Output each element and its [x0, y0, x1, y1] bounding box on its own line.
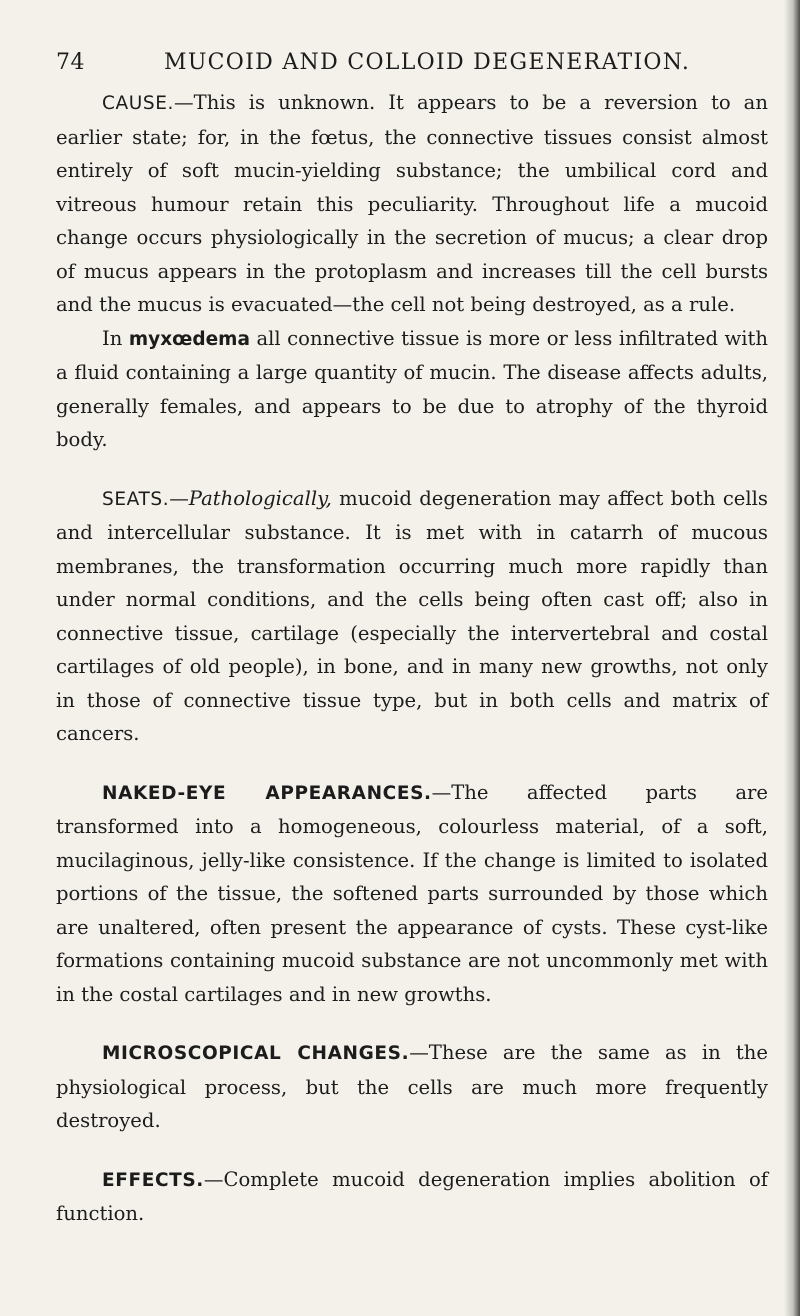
paragraph-naked-eye: [56, 776, 768, 1012]
text-effects: —Complete mucoid degeneration implies abolition of function.: [56, 1167, 768, 1225]
text-cause: —This is unknown. It appears to be a reversion to an earlier state; for, in the fœtus, the connective tissues consist almost entirely of soft mucin-yielding substance; the umbilical cord and vitreous humour retain this peculiarity. Throughout life a mucoid change occurs physiologically in the secretion of mucus; a clear drop of mucus appears in the protoplasm and increases till the cell bursts and the mucus is evacuated—the cell not being destroyed, as a rule.: [56, 91, 768, 316]
page-edge-shadow: [784, 0, 800, 1316]
seats-italic: Pathologically,: [188, 486, 332, 510]
heading-seats: SEATS.: [102, 488, 170, 510]
term-myxoedema: myxœdema: [128, 328, 250, 350]
paragraph-microscopical: [56, 1036, 768, 1138]
paragraph-seats: [56, 482, 768, 751]
body-text: [56, 86, 768, 1231]
text-myxoedema: all connective tissue is more or less infiltrated with a fluid containing a large quantity of mucin. The disease affects adults, generally females, and appears to be due to atrophy of the thyroid body.: [56, 326, 769, 451]
paragraph-effects: [56, 1163, 768, 1231]
text-seats: mucoid degeneration may affect both cells and intercellular substance. It is met with in catarrh of mucous membranes, the transformation occurring much more rapidly than under normal conditions, and the cells being often cast off; also in connective tissue, cartilage (especially the intervertebral and costal cartilages of old people), in bone, and in many new growths, not only in those of connective tissue type, but in both cells and matrix of cancers.: [56, 486, 768, 745]
heading-naked-eye: NAKED-EYE APPEARANCES.: [102, 782, 432, 804]
heading-effects: EFFECTS.: [102, 1169, 204, 1191]
seats-dash: —: [169, 486, 189, 510]
page-number: 74: [56, 50, 85, 75]
running-title: MUCOID AND COLLOID DEGENERATION.: [164, 50, 691, 75]
paragraph-myxoedema: [56, 322, 768, 457]
text-myxoedema-lead: In: [102, 326, 123, 350]
paragraph-cause: [56, 86, 768, 322]
text-naked-eye: —The affected parts are transformed into a homogeneous, colourless material, of a soft, mucilaginous, jelly-like consistence. If the change is limited to isolated portions of the tissue, the softened parts surrounded by those which are unaltered, often present the appearance of cysts. These cyst-like formations containing mucoid substance are not uncommonly met with in the costal cartilages and in new growths.: [56, 780, 768, 1006]
text-microscopical: —These are the same as in the physiological process, but the cells are much more frequently destroyed.: [56, 1041, 768, 1132]
page-header: [56, 44, 760, 84]
heading-cause: CAUSE.: [102, 93, 175, 114]
heading-microscopical: MICROSCOPICAL CHANGES.: [102, 1043, 410, 1064]
